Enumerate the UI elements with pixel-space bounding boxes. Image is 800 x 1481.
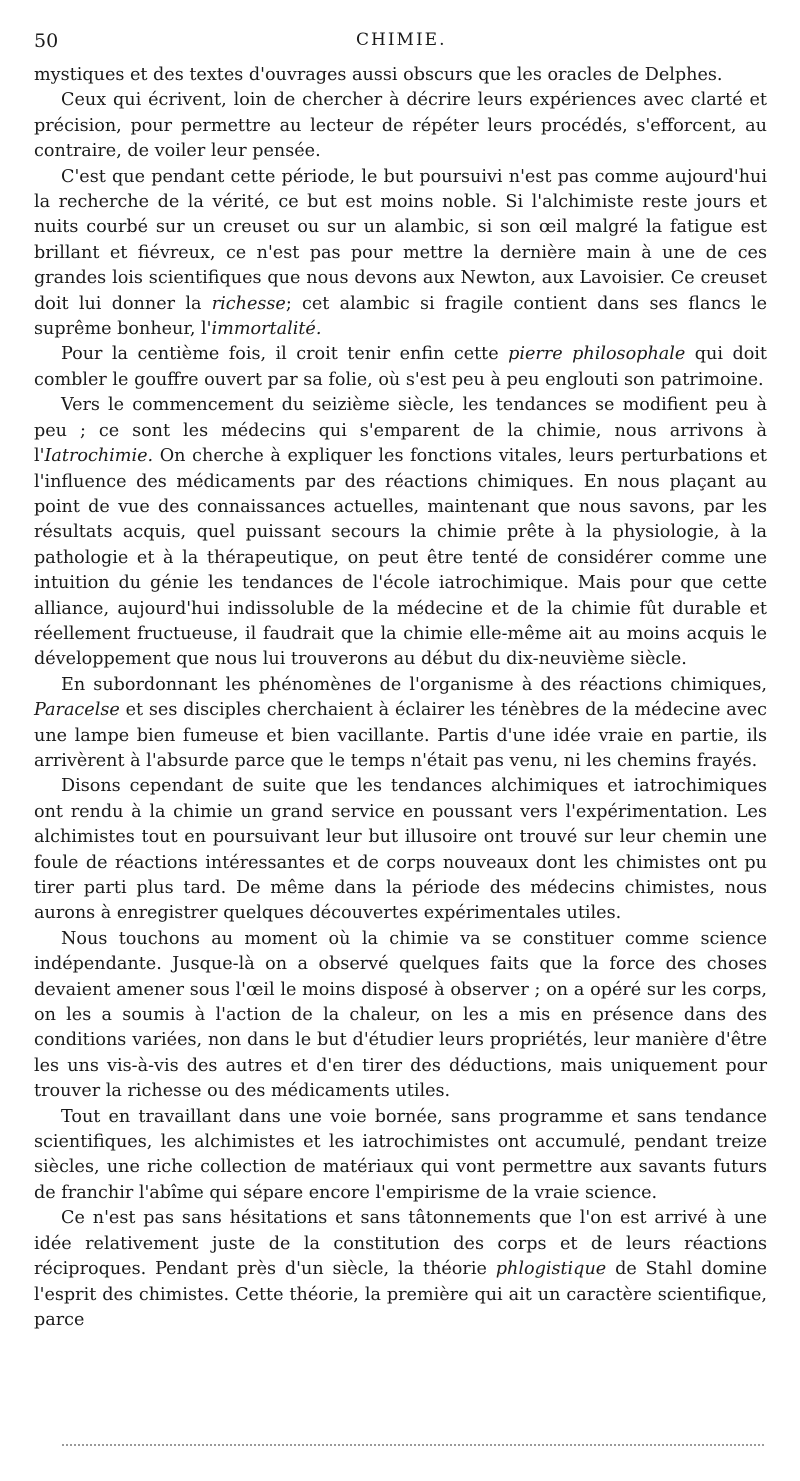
paragraph-text: qui doit combler le gouffre ouvert par sa folie, où s'est peu à peu englouti son patrimoine. bbox=[34, 344, 767, 390]
paragraph-text: ; cet alambic si fragile contient dans ses flancs le suprême bonheur, l' bbox=[34, 293, 767, 340]
paragraph bbox=[34, 342, 767, 393]
paragraph bbox=[34, 88, 767, 164]
paragraph-text: mystiques et des textes d'ouvrages aussi obscurs que les oracles de Delphes. bbox=[34, 65, 723, 85]
paragraph-text: Nous touchons au moment où la chimie va se constituer comme science indépendante. Jusque-là on a observé quelques faits que la force des choses devaient amener sous l'œil le moins disposé à observer ; on a opéré sur les corps, on les a soumis à l'action de la chaleur, on les a mis en présence dans des conditions variées, non dans le but d'étudier leurs propriétés, leur manière d'être les uns vis-à-vis des autres et d'en tirer des déductions, mais uniquement pour trouver la richesse ou des médicaments utiles. bbox=[34, 928, 767, 1102]
paragraph-text: On cherche à expliquer les fonctions vitales, leurs perturbations et l'influence des médicaments par des réactions chimiques. En nous plaçant au point de vue des connaissances actuelles, maintenant que nous savons, par les résultats acquis, quel puissant secours la chimie prête à la physiologie, à la pathologie et à la thérapeutique, on peut être tenté de considérer comme une intuition du génie les tendances de l'école iatrochimique. Mais pour que cette alliance, aujourd'hui indissoluble de la médecine et de la chimie fût durable et réellement fructueuse, il faudrait que la chimie elle-même ait au moins acquis le développement que nous lui trouverons au début du dix-neuvième siècle. bbox=[34, 446, 767, 670]
running-title: CHIMIE. bbox=[356, 30, 447, 50]
emphasis-immortalite: immortalité. bbox=[211, 319, 322, 340]
paragraph-continuation bbox=[34, 63, 767, 88]
emphasis-iatrochimie: Iatrochimie. bbox=[44, 446, 154, 467]
paragraph-text: Vers le commencement du seizième siècle, les tendances se modifient peu à peu ; ce sont les médecins qui s'emparent de la chimie, nous arrivons à l' bbox=[34, 395, 767, 467]
paragraph-text: et ses disciples cherchaient à éclairer les ténèbres de la médecine avec une lampe bien fumeuse et bien vacillante. Partis d'une idée vraie en partie, ils arrivèrent à l'absurde parce que le temps n'était pas venu, ni les chemins frayés. bbox=[34, 700, 767, 771]
paragraph-text: En subordonnant les phénomènes de l'organisme à des réactions chimiques, bbox=[61, 674, 767, 695]
paragraph-text: Pour la centième fois, il croit tenir enfin cette bbox=[61, 344, 509, 365]
paragraph bbox=[34, 165, 767, 343]
emphasis-paracelse: Paracelse bbox=[34, 700, 120, 721]
emphasis-richesse: richesse bbox=[211, 293, 286, 314]
paragraph-text: Tout en travaillant dans une voie bornée, sans programme et sans tendance scientifiques, les alchimistes et les iatrochimistes ont accumulé, pendant treize siècles, une riche collection de matériaux qui vont permettre aux savants futurs de franchir l'abîme qui sépare encore l'empirisme de la vraie science. bbox=[34, 1106, 767, 1203]
paragraph bbox=[34, 927, 767, 1105]
paragraph bbox=[34, 774, 767, 926]
paragraph bbox=[34, 1206, 767, 1333]
page-number: 50 bbox=[34, 30, 59, 52]
paragraph-text: C'est que pendant cette période, le but poursuivi n'est pas comme aujourd'hui la recherche de la vérité, ce but est moins noble. Si l'alchimiste reste jours et nuits courbé sur un creuset ou sur un alambic, si son œil malgré la fatigue est brillant et fiévreux, ce n'est pas pour mettre la dernière main à une de ces grandes lois scientifiques que nous devons aux Newton, aux Lavoisier. Ce creuset doit lui donner la bbox=[34, 166, 767, 314]
emphasis-pierre-philosophale: pierre philosophale bbox=[508, 344, 686, 365]
paragraph-text: Disons cependant de suite que les tendances alchimiques et iatrochimiques ont rendu à la chimie un grand service en poussant vers l'expérimentation. Les alchimistes tout en poursuivant leur but illusoire ont trouvé sur leur chemin une foule de réactions intéressantes et de corps nouveaux dont les chimistes ont pu tirer parti plus tard. De même dans la période des médecins chimistes, nous aurons à enregistrer quelques découvertes expérimentales utiles. bbox=[34, 776, 767, 924]
paragraph-text: de Stahl domine l'esprit des chimistes. Cette théorie, la première qui ait un caractère scientifique, parce bbox=[34, 1259, 767, 1330]
body-text bbox=[34, 63, 767, 1333]
running-header bbox=[34, 30, 767, 56]
paragraph-text: Ceux qui écrivent, loin de chercher à décrire leurs expériences avec clarté et précision, pour permettre au lecteur de répéter leurs procédés, s'efforcent, au contraire, de voiler leur pensée. bbox=[34, 90, 767, 162]
paragraph-text: Ce n'est pas sans hésitations et sans tâtonnements que l'on est arrivé à une idée relativement juste de la constitution des corps et de leurs réactions réciproques. Pendant près d'un siècle, la théorie bbox=[34, 1208, 767, 1280]
paragraph bbox=[34, 393, 767, 672]
footer-rule bbox=[62, 1444, 764, 1446]
emphasis-phlogistique: phlogistique bbox=[495, 1259, 607, 1280]
paragraph bbox=[34, 1105, 767, 1207]
paragraph bbox=[34, 673, 767, 775]
